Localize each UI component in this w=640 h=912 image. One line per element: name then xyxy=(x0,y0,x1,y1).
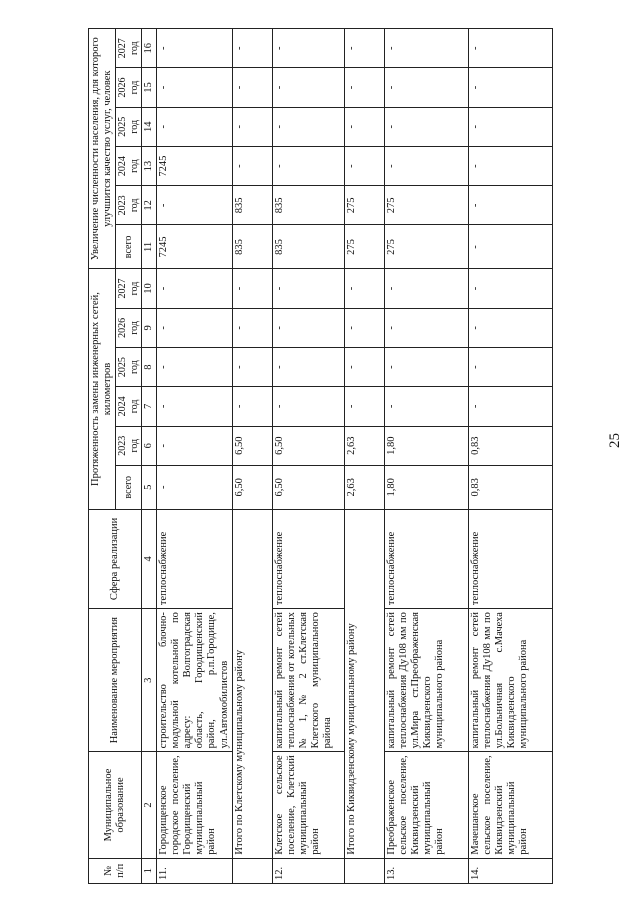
length-cell: 6,50 xyxy=(272,465,344,509)
length-cell: - xyxy=(157,426,232,465)
col-number: 1 xyxy=(142,858,157,883)
header-no: № п/п xyxy=(89,858,142,883)
length-cell: - xyxy=(468,387,552,426)
length-cell: - xyxy=(344,347,384,386)
header-length-year: 2026 год xyxy=(116,308,142,347)
length-cell: - xyxy=(232,347,272,386)
length-cell: - xyxy=(272,347,344,386)
length-cell: - xyxy=(272,308,344,347)
length-cell: - xyxy=(157,387,232,426)
population-cell: - xyxy=(344,107,384,146)
subtotal-label: Итого по Киквидзенскому муниципальному району xyxy=(344,509,384,858)
event-cell: капитальный ремонт сетей теплоснабжения Ду108 мм по ул.Мира ст.Преображенская Киквидзенского муниципального района xyxy=(384,609,468,752)
length-cell: 2,63 xyxy=(344,465,384,509)
population-cell: - xyxy=(468,146,552,185)
population-cell: - xyxy=(272,146,344,185)
row-number: 13. xyxy=(384,858,468,883)
col-number: 5 xyxy=(142,465,157,509)
col-number: 2 xyxy=(142,752,157,858)
length-cell: 0,83 xyxy=(468,465,552,509)
population-cell: - xyxy=(344,146,384,185)
population-cell: - xyxy=(157,68,232,107)
population-cell: - xyxy=(344,68,384,107)
header-population-total: всего xyxy=(116,225,142,269)
municipality-cell: Мачешанское сельское поселение, Киквидзенский муниципальный район xyxy=(468,752,552,858)
row-number: 12. xyxy=(272,858,344,883)
sphere-cell: теплоснабжение xyxy=(157,509,232,608)
population-cell: - xyxy=(232,68,272,107)
population-cell: - xyxy=(272,29,344,68)
length-cell: - xyxy=(272,387,344,426)
event-cell: капитальный ремонт сетей теплоснабжения от котельных № 1, № 2 ст.Клетская Клетского муниципального района xyxy=(272,609,344,752)
population-cell: - xyxy=(468,186,552,225)
header-length-year: 2025 год xyxy=(116,347,142,386)
row-number: 14. xyxy=(468,858,552,883)
header-population-year: 2027 год xyxy=(116,29,142,68)
population-cell: - xyxy=(157,186,232,225)
length-cell: - xyxy=(157,465,232,509)
table-row xyxy=(384,29,468,884)
length-cell: - xyxy=(344,269,384,308)
header-population-year: 2023 год xyxy=(116,186,142,225)
sphere-cell: теплоснабжение xyxy=(468,509,552,608)
population-cell: 835 xyxy=(272,225,344,269)
col-number: 4 xyxy=(142,509,157,608)
length-cell: - xyxy=(344,387,384,426)
length-cell: - xyxy=(157,308,232,347)
population-cell: - xyxy=(344,29,384,68)
col-number: 8 xyxy=(142,347,157,386)
population-cell: 275 xyxy=(384,225,468,269)
population-cell: 275 xyxy=(344,186,384,225)
length-cell: 0,83 xyxy=(468,426,552,465)
col-number: 16 xyxy=(142,29,157,68)
population-cell: 7245 xyxy=(157,225,232,269)
population-cell: 835 xyxy=(232,225,272,269)
population-cell: 835 xyxy=(272,186,344,225)
length-cell: 1,80 xyxy=(384,426,468,465)
length-cell: - xyxy=(384,269,468,308)
sphere-cell: теплоснабжение xyxy=(272,509,344,608)
header-length-year: 2023 год xyxy=(116,426,142,465)
length-cell: - xyxy=(232,269,272,308)
column-numbers-row xyxy=(142,29,157,884)
length-cell: - xyxy=(384,308,468,347)
col-number: 15 xyxy=(142,68,157,107)
page-number: 25 xyxy=(607,433,623,448)
length-cell: 6,50 xyxy=(232,465,272,509)
subtotal-label: Итого по Клетскому муниципальному району xyxy=(232,509,272,858)
row-number xyxy=(232,858,272,883)
length-cell: 2,63 xyxy=(344,426,384,465)
header-length-group: Протяженность замены инженерных сетей, километров xyxy=(89,269,116,509)
length-cell: - xyxy=(468,308,552,347)
row-number xyxy=(344,858,384,883)
col-number: 9 xyxy=(142,308,157,347)
municipality-cell: Клетское сельское поселение, Клетский муниципальный район xyxy=(272,752,344,858)
col-number: 3 xyxy=(142,609,157,752)
population-cell: - xyxy=(468,29,552,68)
population-cell: - xyxy=(157,107,232,146)
length-cell: - xyxy=(272,269,344,308)
header-population-year: 2025 год xyxy=(116,107,142,146)
header-municipality: Муниципальное образование xyxy=(89,752,142,858)
col-number: 12 xyxy=(142,186,157,225)
population-cell: - xyxy=(384,29,468,68)
rotated-page xyxy=(82,0,558,900)
col-number: 10 xyxy=(142,269,157,308)
header-length-year: 2027 год xyxy=(116,269,142,308)
length-cell: - xyxy=(468,347,552,386)
length-cell: 6,50 xyxy=(272,426,344,465)
col-number: 13 xyxy=(142,146,157,185)
table-row-subtotal xyxy=(232,29,272,884)
population-cell: 275 xyxy=(384,186,468,225)
length-cell: - xyxy=(468,269,552,308)
municipality-cell: Городищенское городское поселение, Городищенский муниципальный район xyxy=(157,752,232,858)
header-sphere: Сфера реализации xyxy=(89,509,142,608)
col-number: 14 xyxy=(142,107,157,146)
header-length-total: всего xyxy=(116,465,142,509)
length-cell: - xyxy=(384,347,468,386)
header-population-group: Увеличение численности населения, для которого улучшится качество услуг, человек xyxy=(89,29,116,269)
length-cell: 1,80 xyxy=(384,465,468,509)
population-cell: 835 xyxy=(232,186,272,225)
population-cell: - xyxy=(468,107,552,146)
header-event: Наименование мероприятия xyxy=(89,609,142,752)
event-cell: капитальный ремонт сетей теплоснабжения Ду108 мм по ул.Больничная с.Мачеха Киквидзенского муниципального района xyxy=(468,609,552,752)
length-cell: - xyxy=(157,269,232,308)
length-cell: - xyxy=(232,308,272,347)
length-cell: - xyxy=(344,308,384,347)
col-number: 11 xyxy=(142,225,157,269)
header-length-year: 2024 год xyxy=(116,387,142,426)
population-cell: - xyxy=(232,107,272,146)
event-cell: строительство блочно-модульной котельной по адресу: Волгоградская область, Городищенский район, р.п.Городище, ул.Автомобилистов xyxy=(157,609,232,752)
length-cell: 6,50 xyxy=(232,426,272,465)
length-cell: - xyxy=(384,387,468,426)
population-cell: - xyxy=(384,68,468,107)
population-cell: - xyxy=(384,146,468,185)
population-cell: - xyxy=(272,68,344,107)
population-cell: - xyxy=(384,107,468,146)
population-cell: - xyxy=(157,29,232,68)
length-cell: - xyxy=(232,387,272,426)
table-row xyxy=(272,29,344,884)
sphere-cell: теплоснабжение xyxy=(384,509,468,608)
engineering-networks-table xyxy=(88,28,553,884)
population-cell: - xyxy=(272,107,344,146)
table-row xyxy=(157,29,232,884)
header-population-year: 2026 год xyxy=(116,68,142,107)
population-cell: - xyxy=(468,225,552,269)
population-cell: - xyxy=(232,29,272,68)
col-number: 7 xyxy=(142,387,157,426)
population-cell: - xyxy=(468,68,552,107)
population-cell: - xyxy=(232,146,272,185)
table-row-subtotal xyxy=(344,29,384,884)
municipality-cell: Преображенское сельское поселение, Киквидзенский муниципальный район xyxy=(384,752,468,858)
col-number: 6 xyxy=(142,426,157,465)
row-number: 11. xyxy=(157,858,232,883)
header-population-year: 2024 год xyxy=(116,146,142,185)
table-row xyxy=(468,29,552,884)
population-cell: 7245 xyxy=(157,146,232,185)
population-cell: 275 xyxy=(344,225,384,269)
length-cell: - xyxy=(157,347,232,386)
